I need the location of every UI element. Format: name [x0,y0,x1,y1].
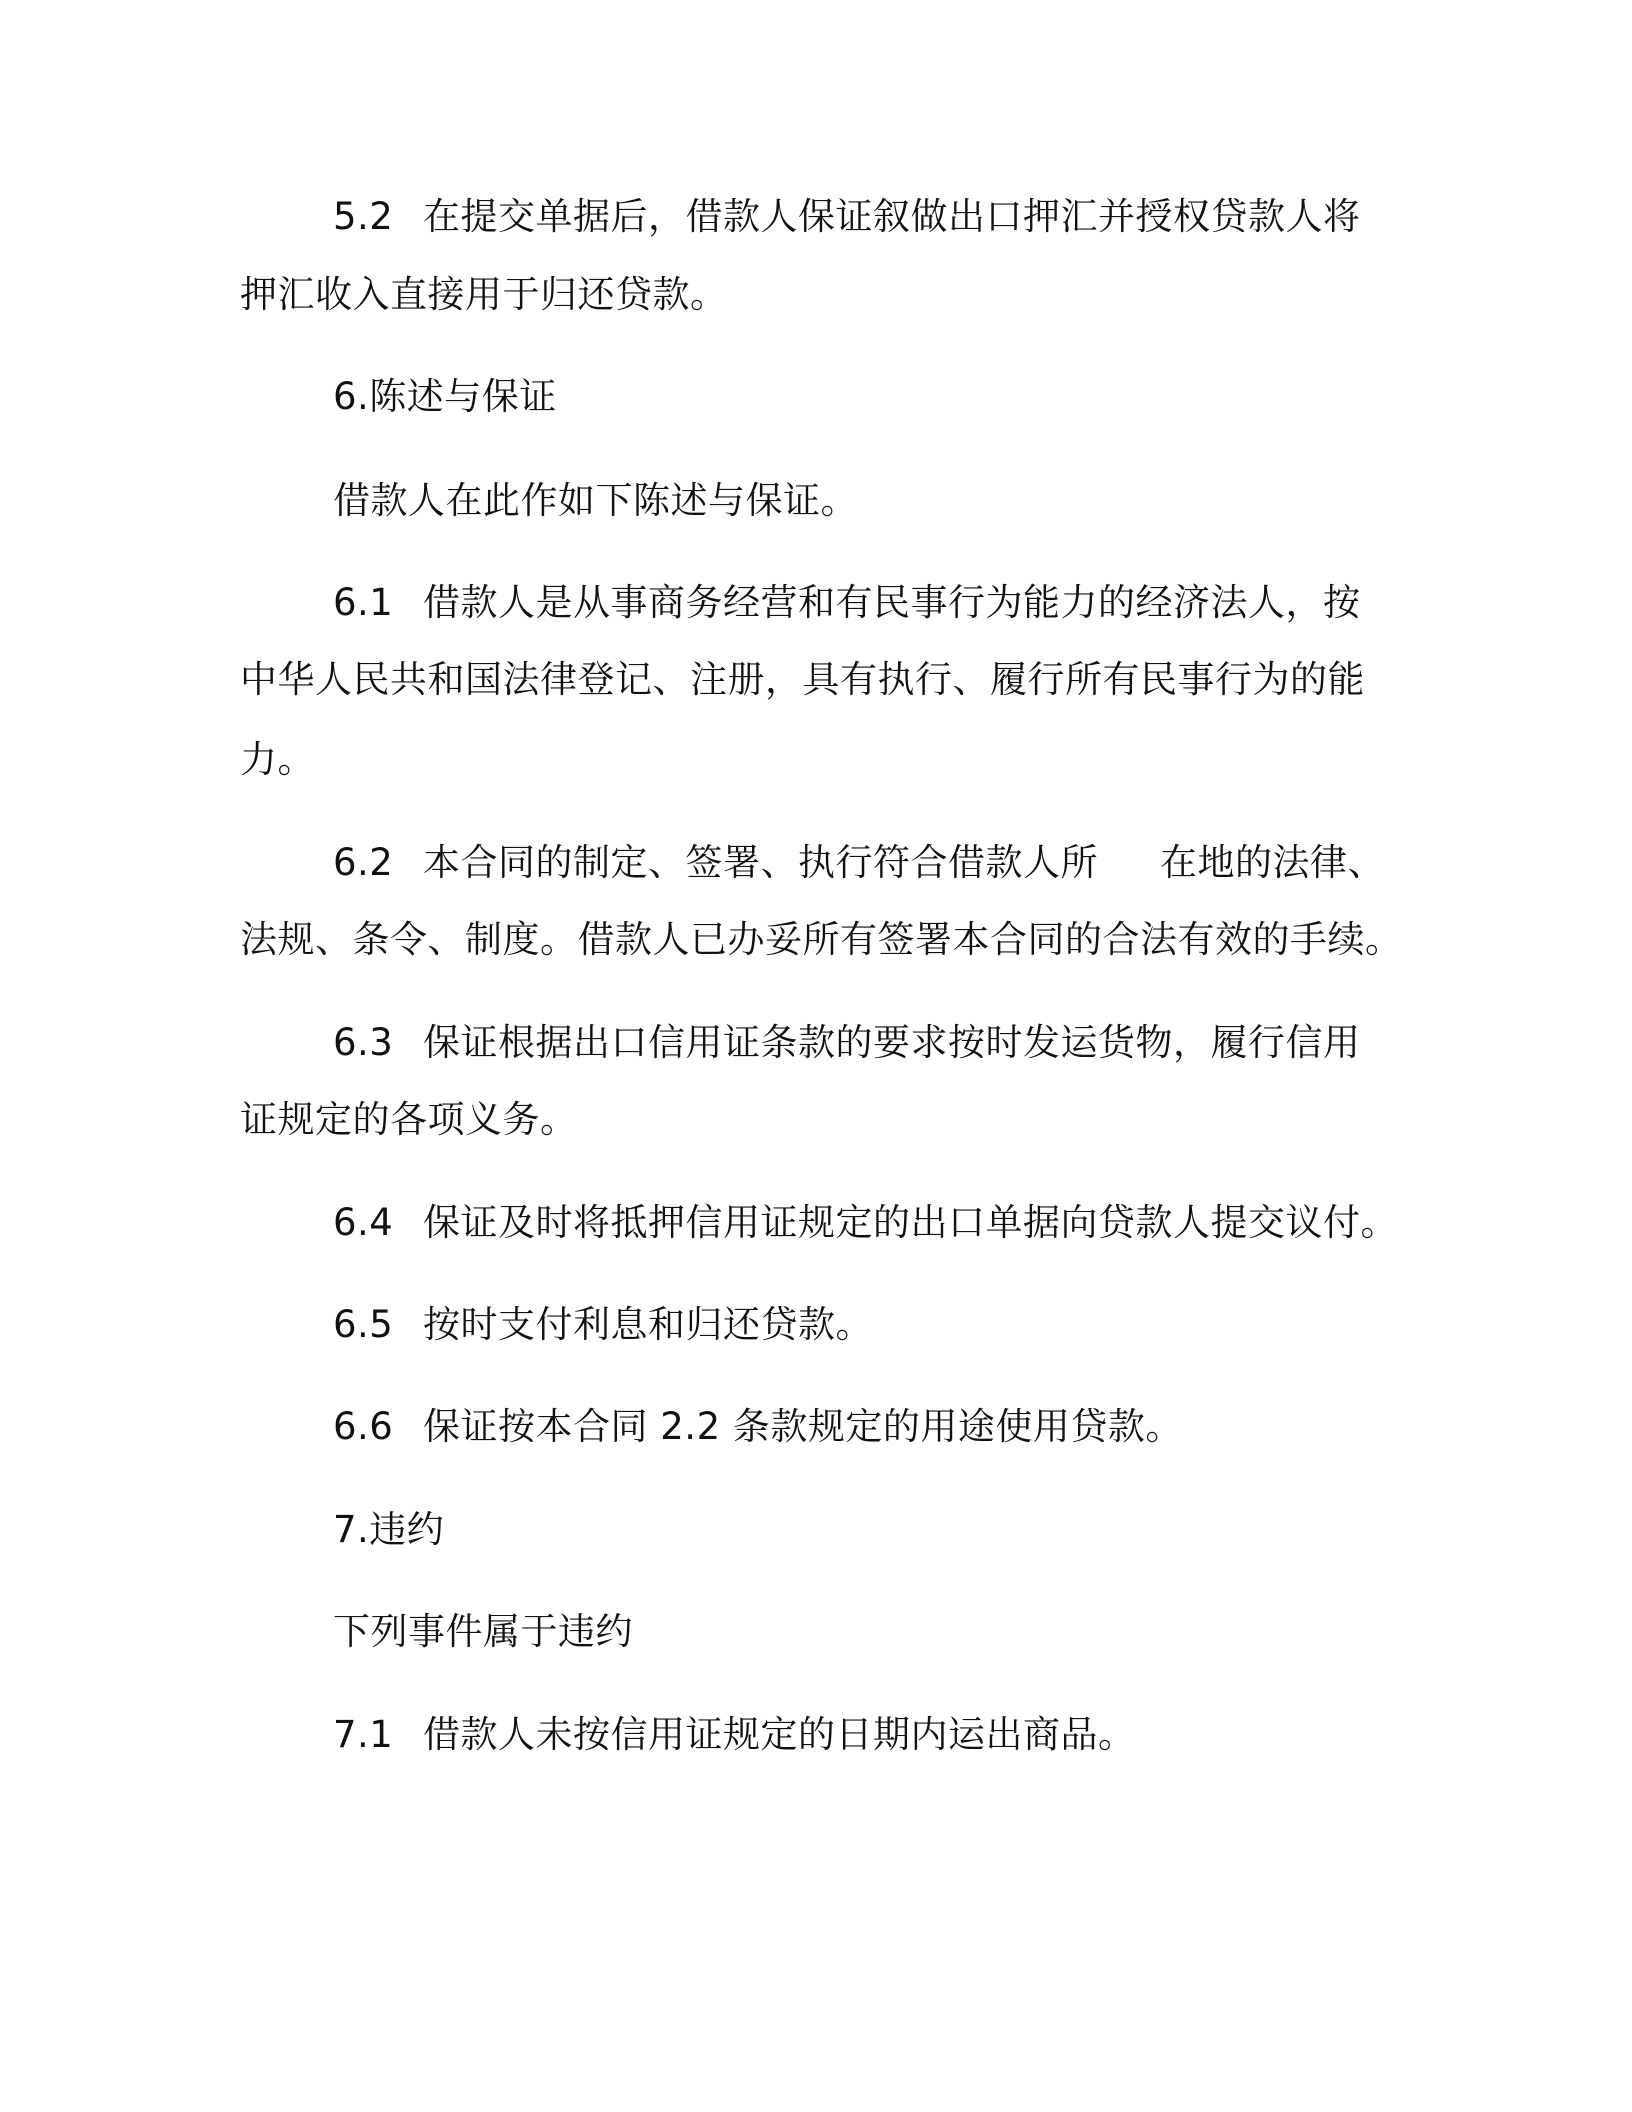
section-6-intro: 借款人在此作如下陈述与保证。 [333,479,858,522]
clause-number: 6.2 [333,841,394,884]
clause-6-2-line-2: 法规、条令、制度。借款人已办妥所有签署本合同的合法有效的手续。 [240,918,1403,961]
clause-text-continued: 在地的法律、 [1160,841,1385,884]
clause-text: 借款人未按信用证规定的日期内运出商品。 [423,1713,1136,1756]
clause-5-2-line-1 [333,192,1361,242]
clause-number: 6.1 [333,581,394,624]
clause-text: 保证根据出口信用证条款的要求按时发运货物，履行信用 [423,1021,1361,1064]
clause-6-2-line-1 [333,838,1385,888]
clause-6-3-line-1 [333,1018,1361,1068]
clause-number: 6.3 [333,1021,394,1064]
section-7-heading: 7.违约 [333,1508,445,1551]
clause-6-1-line-1 [333,578,1361,628]
clause-text: 在提交单据后，借款人保证叙做出口押汇并授权贷款人将 [423,195,1361,238]
clause-6-3-line-2: 证规定的各项义务。 [240,1098,578,1141]
clause-text: 保证按本合同 2.2 条款规定的用途使用贷款。 [423,1405,1183,1448]
section-6-heading: 6.陈述与保证 [333,375,557,418]
clause-6-5-line-1 [333,1300,873,1350]
clause-6-1-line-2: 中华人民共和国法律登记、注册，具有执行、履行所有民事行为的能 [240,658,1365,701]
clause-text: 保证及时将抵押信用证规定的出口单据向贷款人提交议付。 [423,1201,1398,1244]
clause-text: 按时支付利息和归还贷款。 [423,1303,873,1346]
section-7-intro: 下列事件属于违约 [333,1610,633,1653]
clause-number: 6.5 [333,1303,394,1346]
clause-text: 借款人是从事商务经营和有民事行为能力的经济法人，按 [423,581,1361,624]
clause-text: 本合同的制定、签署、执行符合借款人所 [423,841,1098,884]
clause-6-6-line-1 [333,1402,1183,1452]
clause-7-1-line-1 [333,1710,1136,1760]
clause-number: 5.2 [333,195,394,238]
clause-6-4-line-1 [333,1198,1398,1248]
clause-6-1-line-3: 力。 [240,738,315,781]
clause-number: 7.1 [333,1713,394,1756]
clause-5-2-line-2: 押汇收入直接用于归还贷款。 [240,273,728,316]
clause-number: 6.6 [333,1405,394,1448]
clause-number: 6.4 [333,1201,394,1244]
